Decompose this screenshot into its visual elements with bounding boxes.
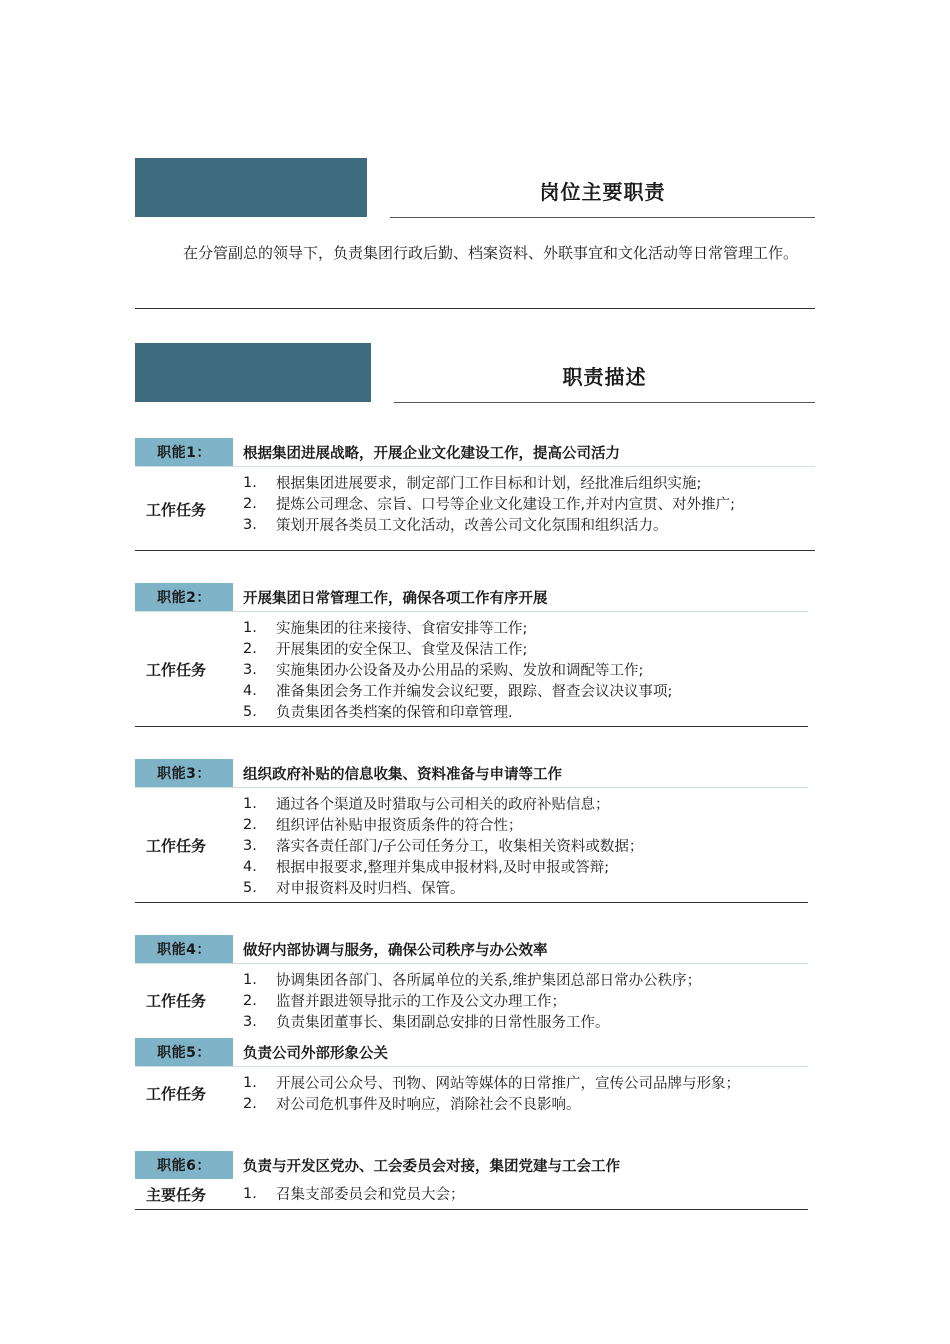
task-text: 组织评估补贴申报资质条件的符合性；: [276, 818, 523, 834]
divider: [135, 308, 815, 309]
function-label: 职能1：: [135, 438, 233, 466]
function-divider: [135, 550, 815, 551]
task-number: 2.: [243, 816, 257, 833]
function-divider: [135, 1209, 808, 1210]
function-title: 组织政府补贴的信息收集、资料准备与申请等工作: [243, 766, 562, 783]
function-title: 负责公司外部形象公关: [243, 1045, 388, 1062]
function-label: 职能6：: [135, 1151, 233, 1179]
task-item: [243, 701, 672, 722]
task-text: 根据申报要求,整理并集成申报材料,及时申报或答辩;: [276, 860, 610, 876]
task-item: [243, 814, 643, 835]
job-summary: 在分管副总的领导下，负责集团行政后勤、档案资料、外联事宜和文化活动等日常管理工作。: [183, 244, 799, 262]
task-list: [243, 472, 735, 535]
task-number: 2.: [243, 1095, 257, 1112]
function-separator: [135, 963, 808, 964]
task-text: 根据集团进展要求，制定部门工作目标和计划，经批准后组织实施;: [276, 476, 702, 492]
task-label: 工作任务: [145, 500, 206, 519]
task-item: [243, 514, 735, 535]
task-text: 监督并跟进领导批示的工作及公文办理工作；: [276, 994, 566, 1010]
task-text: 策划开展各类员工文化活动，改善公司文化氛围和组织活力。: [276, 518, 668, 534]
function-title: 根据集团进展战略，开展企业文化建设工作，提高公司活力: [243, 445, 620, 462]
task-number: 3.: [243, 661, 257, 678]
task-list: [243, 1072, 740, 1114]
task-text: 协调集团各部门、各所属单位的关系,维护集团总部日常办公秩序；: [276, 973, 702, 989]
task-number: 4.: [243, 858, 257, 875]
task-text: 提炼公司理念、宗旨、口号等企业文化建设工作,并对内宣贯、对外推广;: [276, 497, 735, 513]
task-item: [243, 493, 735, 514]
function-label: 职能4：: [135, 935, 233, 963]
task-text: 开展公司公众号、刊物、网站等媒体的日常推广，宣传公司品牌与形象；: [276, 1076, 740, 1092]
task-number: 3.: [243, 1013, 257, 1030]
task-number: 4.: [243, 682, 257, 699]
task-item: [243, 659, 672, 680]
function-label: 职能5：: [135, 1038, 233, 1066]
task-number: 5.: [243, 703, 257, 720]
task-item: [243, 638, 672, 659]
function-title: 做好内部协调与服务，确保公司秩序与办公效率: [243, 942, 548, 959]
section-title-underline: [394, 402, 815, 403]
function-separator: [135, 1066, 808, 1067]
task-text: 负责集团董事长、集团副总安排的日常性服务工作。: [276, 1015, 610, 1031]
task-item: [243, 1183, 465, 1204]
task-item: [243, 877, 643, 898]
task-text: 负责集团各类档案的保管和印章管理.: [276, 705, 513, 721]
task-item: [243, 1011, 701, 1032]
section-header-block: [135, 158, 367, 217]
task-item: [243, 856, 643, 877]
task-number: 1.: [243, 971, 257, 988]
task-item: [243, 617, 672, 638]
task-label: 工作任务: [145, 836, 206, 855]
task-number: 5.: [243, 879, 257, 896]
task-text: 开展集团的安全保卫、食堂及保洁工作;: [276, 642, 528, 658]
section-title: 岗位主要职责: [539, 180, 666, 204]
function-divider: [135, 902, 808, 903]
task-text: 实施集团的往来接待、食宿安排等工作;: [276, 621, 528, 637]
task-list: [243, 617, 672, 722]
function-title: 开展集团日常管理工作，确保各项工作有序开展: [243, 590, 548, 607]
task-item: [243, 990, 701, 1011]
function-separator: [135, 466, 815, 467]
task-item: [243, 472, 735, 493]
task-number: 2.: [243, 495, 257, 512]
section-title: 职责描述: [562, 365, 647, 389]
task-label: 工作任务: [145, 991, 206, 1010]
task-text: 召集支部委员会和党员大会；: [276, 1187, 465, 1203]
task-number: 1.: [243, 795, 257, 812]
task-text: 准备集团会务工作并编发会议纪要，跟踪、督查会议决议事项;: [276, 684, 673, 700]
section-header-block: [135, 343, 371, 402]
task-number: 1.: [243, 474, 257, 491]
task-item: [243, 793, 643, 814]
task-item: [243, 680, 672, 701]
task-item: [243, 1093, 740, 1114]
function-label: 职能3：: [135, 759, 233, 787]
task-number: 3.: [243, 516, 257, 533]
task-label: 工作任务: [145, 1084, 206, 1103]
task-number: 2.: [243, 640, 257, 657]
task-list: [243, 1183, 465, 1204]
task-text: 通过各个渠道及时猎取与公司相关的政府补贴信息；: [276, 797, 610, 813]
task-number: 3.: [243, 837, 257, 854]
function-separator: [135, 611, 808, 612]
task-text: 落实各责任部门/子公司任务分工，收集相关资料或数据；: [276, 839, 644, 855]
function-label: 职能2：: [135, 583, 233, 611]
task-number: 1.: [243, 1185, 257, 1202]
task-item: [243, 1072, 740, 1093]
task-label: 工作任务: [145, 660, 206, 679]
task-label: 主要任务: [145, 1185, 206, 1204]
task-item: [243, 969, 701, 990]
task-number: 1.: [243, 619, 257, 636]
task-list: [243, 793, 643, 898]
section-title-underline: [390, 217, 815, 218]
task-number: 1.: [243, 1074, 257, 1091]
function-title: 负责与开发区党办、工会委员会对接，集团党建与工会工作: [243, 1158, 620, 1175]
task-text: 对申报资料及时归档、保管。: [276, 881, 465, 897]
task-list: [243, 969, 701, 1032]
function-separator: [135, 787, 808, 788]
task-text: 实施集团办公设备及办公用品的采购、发放和调配等工作;: [276, 663, 644, 679]
function-divider: [135, 726, 808, 727]
task-item: [243, 835, 643, 856]
task-number: 2.: [243, 992, 257, 1009]
task-text: 对公司危机事件及时响应，消除社会不良影响。: [276, 1097, 581, 1113]
